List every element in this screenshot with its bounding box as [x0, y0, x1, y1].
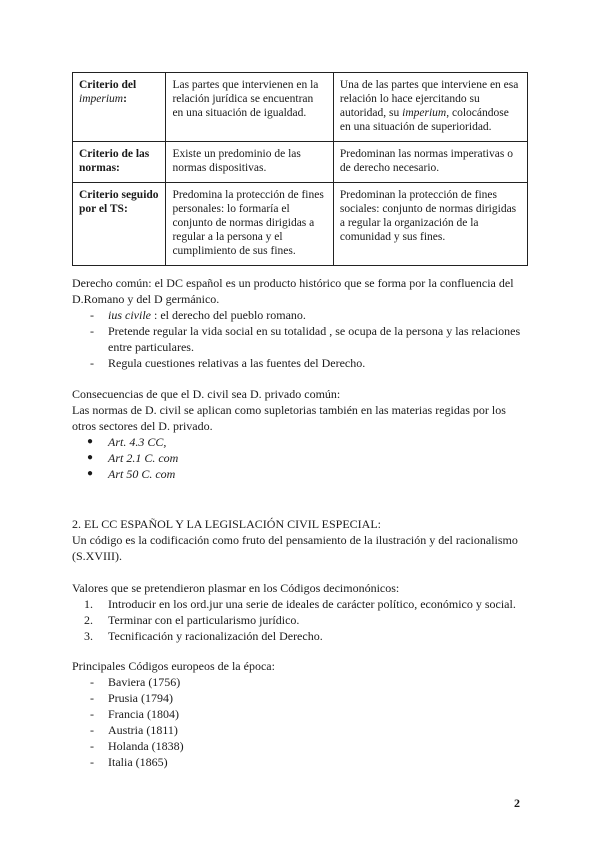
row-label: Criterio seguido por el TS:	[73, 183, 166, 266]
row-label-italic: imperium	[79, 93, 124, 105]
bullet-list	[72, 434, 532, 482]
list-item-text: Pretende regular la vida social en su totalidad , se ocupa de la persona y las relaciones entre particulares.	[108, 324, 521, 354]
list-item-text: Tecnificación y racionalización del Derecho.	[108, 629, 323, 643]
list-item	[72, 674, 532, 690]
list-item	[72, 722, 532, 738]
paragraph: Valores que se pretendieron plasmar en los Códigos decimonónicos:	[72, 581, 400, 595]
section-2	[72, 516, 532, 564]
table-cell: Las partes que intervienen en la relación jurídica se encuentran en una situación de igualdad.	[166, 73, 333, 142]
list-item-text: Francia (1804)	[108, 707, 179, 721]
dash-marker: -	[90, 755, 94, 769]
list-item	[72, 738, 532, 754]
dash-list	[72, 674, 532, 770]
dash-marker: -	[90, 707, 94, 721]
list-item	[72, 355, 532, 371]
section-heading: 2. EL CC ESPAÑOL Y LA LEGISLACIÓN CIVIL ESPECIAL:	[72, 517, 381, 531]
list-item	[72, 466, 532, 482]
number-marker: 2.	[84, 613, 93, 627]
dash-marker: -	[90, 691, 94, 705]
dash-marker: -	[90, 723, 94, 737]
dash-marker: -	[90, 675, 94, 689]
dash-marker: -	[90, 308, 94, 322]
table-cell: Existe un predominio de las normas dispositivas.	[166, 142, 333, 183]
table-cell: Predominan las normas imperativas o de derecho necesario.	[333, 142, 527, 183]
valores-section	[72, 580, 532, 644]
row-label-text: Criterio del	[79, 79, 137, 91]
criteria-table	[72, 72, 528, 266]
list-item	[72, 434, 532, 450]
page-number: 2	[514, 796, 520, 810]
paragraph: Derecho común: el DC español es un producto histórico que se forma por la confluencia del D.Romano y del D germánico.	[72, 276, 514, 306]
list-item-text: Introducir en los ord.jur una serie de ideales de carácter político, económico y social.	[108, 597, 516, 611]
cell-text: , colocándose en una situación de superioridad.	[339, 107, 509, 133]
cell-text: Una de las partes que interviene en esa relación lo hace ejercitando su autoridad, su	[339, 79, 519, 119]
table-row	[73, 183, 528, 266]
derecho-comun-section	[72, 275, 532, 371]
list-item-text: Holanda (1838)	[108, 739, 184, 753]
list-item-text: Prusia (1794)	[108, 691, 173, 705]
table-cell: Predominan la protección de fines sociales: conjunto de normas dirigidas a regular la organización de la comunidad y sus fines.	[333, 183, 527, 266]
list-item	[72, 323, 532, 355]
list-item-text: Baviera (1756)	[108, 675, 181, 689]
table-row	[73, 73, 528, 142]
codigos-section	[72, 658, 532, 770]
table-row	[73, 142, 528, 183]
list-item-text: : el derecho del pueblo romano.	[150, 308, 306, 322]
table-cell: Predomina la protección de fines personales: lo formaría el conjunto de normas dirigidas a regular a la persona y el cumplimiento de sus fines.	[166, 183, 333, 266]
row-label: Criterio de las normas:	[73, 142, 166, 183]
number-marker: 1.	[84, 597, 93, 611]
list-item-text: Austria (1811)	[108, 723, 178, 737]
dash-marker: -	[90, 739, 94, 753]
list-item-text: Art 50 C. com	[108, 467, 176, 481]
dash-list	[72, 307, 532, 371]
cell-italic: imperium	[402, 107, 447, 119]
list-item	[72, 706, 532, 722]
paragraph: Consecuencias de que el D. civil sea D. privado común:	[72, 387, 341, 401]
paragraph: Las normas de D. civil se aplican como supletorias también en las materias regidas por los otros sectores del D. privado.	[72, 403, 506, 433]
numbered-list	[72, 596, 532, 644]
list-item	[72, 596, 532, 612]
row-label-suffix: :	[123, 93, 127, 105]
list-item-text: Terminar con el particularismo jurídico.	[108, 613, 300, 627]
list-item-text: Art. 4.3 CC,	[108, 435, 167, 449]
bullet-marker: ●	[87, 452, 94, 463]
paragraph: Principales Códigos europeos de la época:	[72, 659, 275, 673]
row-label	[73, 73, 166, 142]
dash-marker: -	[90, 324, 94, 338]
list-item-text: Art 2.1 C. com	[108, 451, 179, 465]
number-marker: 3.	[84, 629, 93, 643]
list-item	[72, 628, 532, 644]
paragraph: Un código es la codificación como fruto del pensamiento de la ilustración y del racionalismo (S.XVIII).	[72, 533, 518, 563]
table-cell	[333, 73, 527, 142]
dash-marker: -	[90, 356, 94, 370]
list-item-text: Italia (1865)	[108, 755, 168, 769]
bullet-marker: ●	[87, 468, 94, 479]
list-item	[72, 754, 532, 770]
list-item	[72, 690, 532, 706]
list-item	[72, 612, 532, 628]
consecuencias-section	[72, 386, 532, 482]
bullet-marker: ●	[87, 436, 94, 447]
list-item	[72, 450, 532, 466]
list-item-text: Regula cuestiones relativas a las fuentes del Derecho.	[108, 356, 366, 370]
list-item	[72, 307, 532, 323]
list-item-italic: ius civile	[108, 308, 151, 322]
